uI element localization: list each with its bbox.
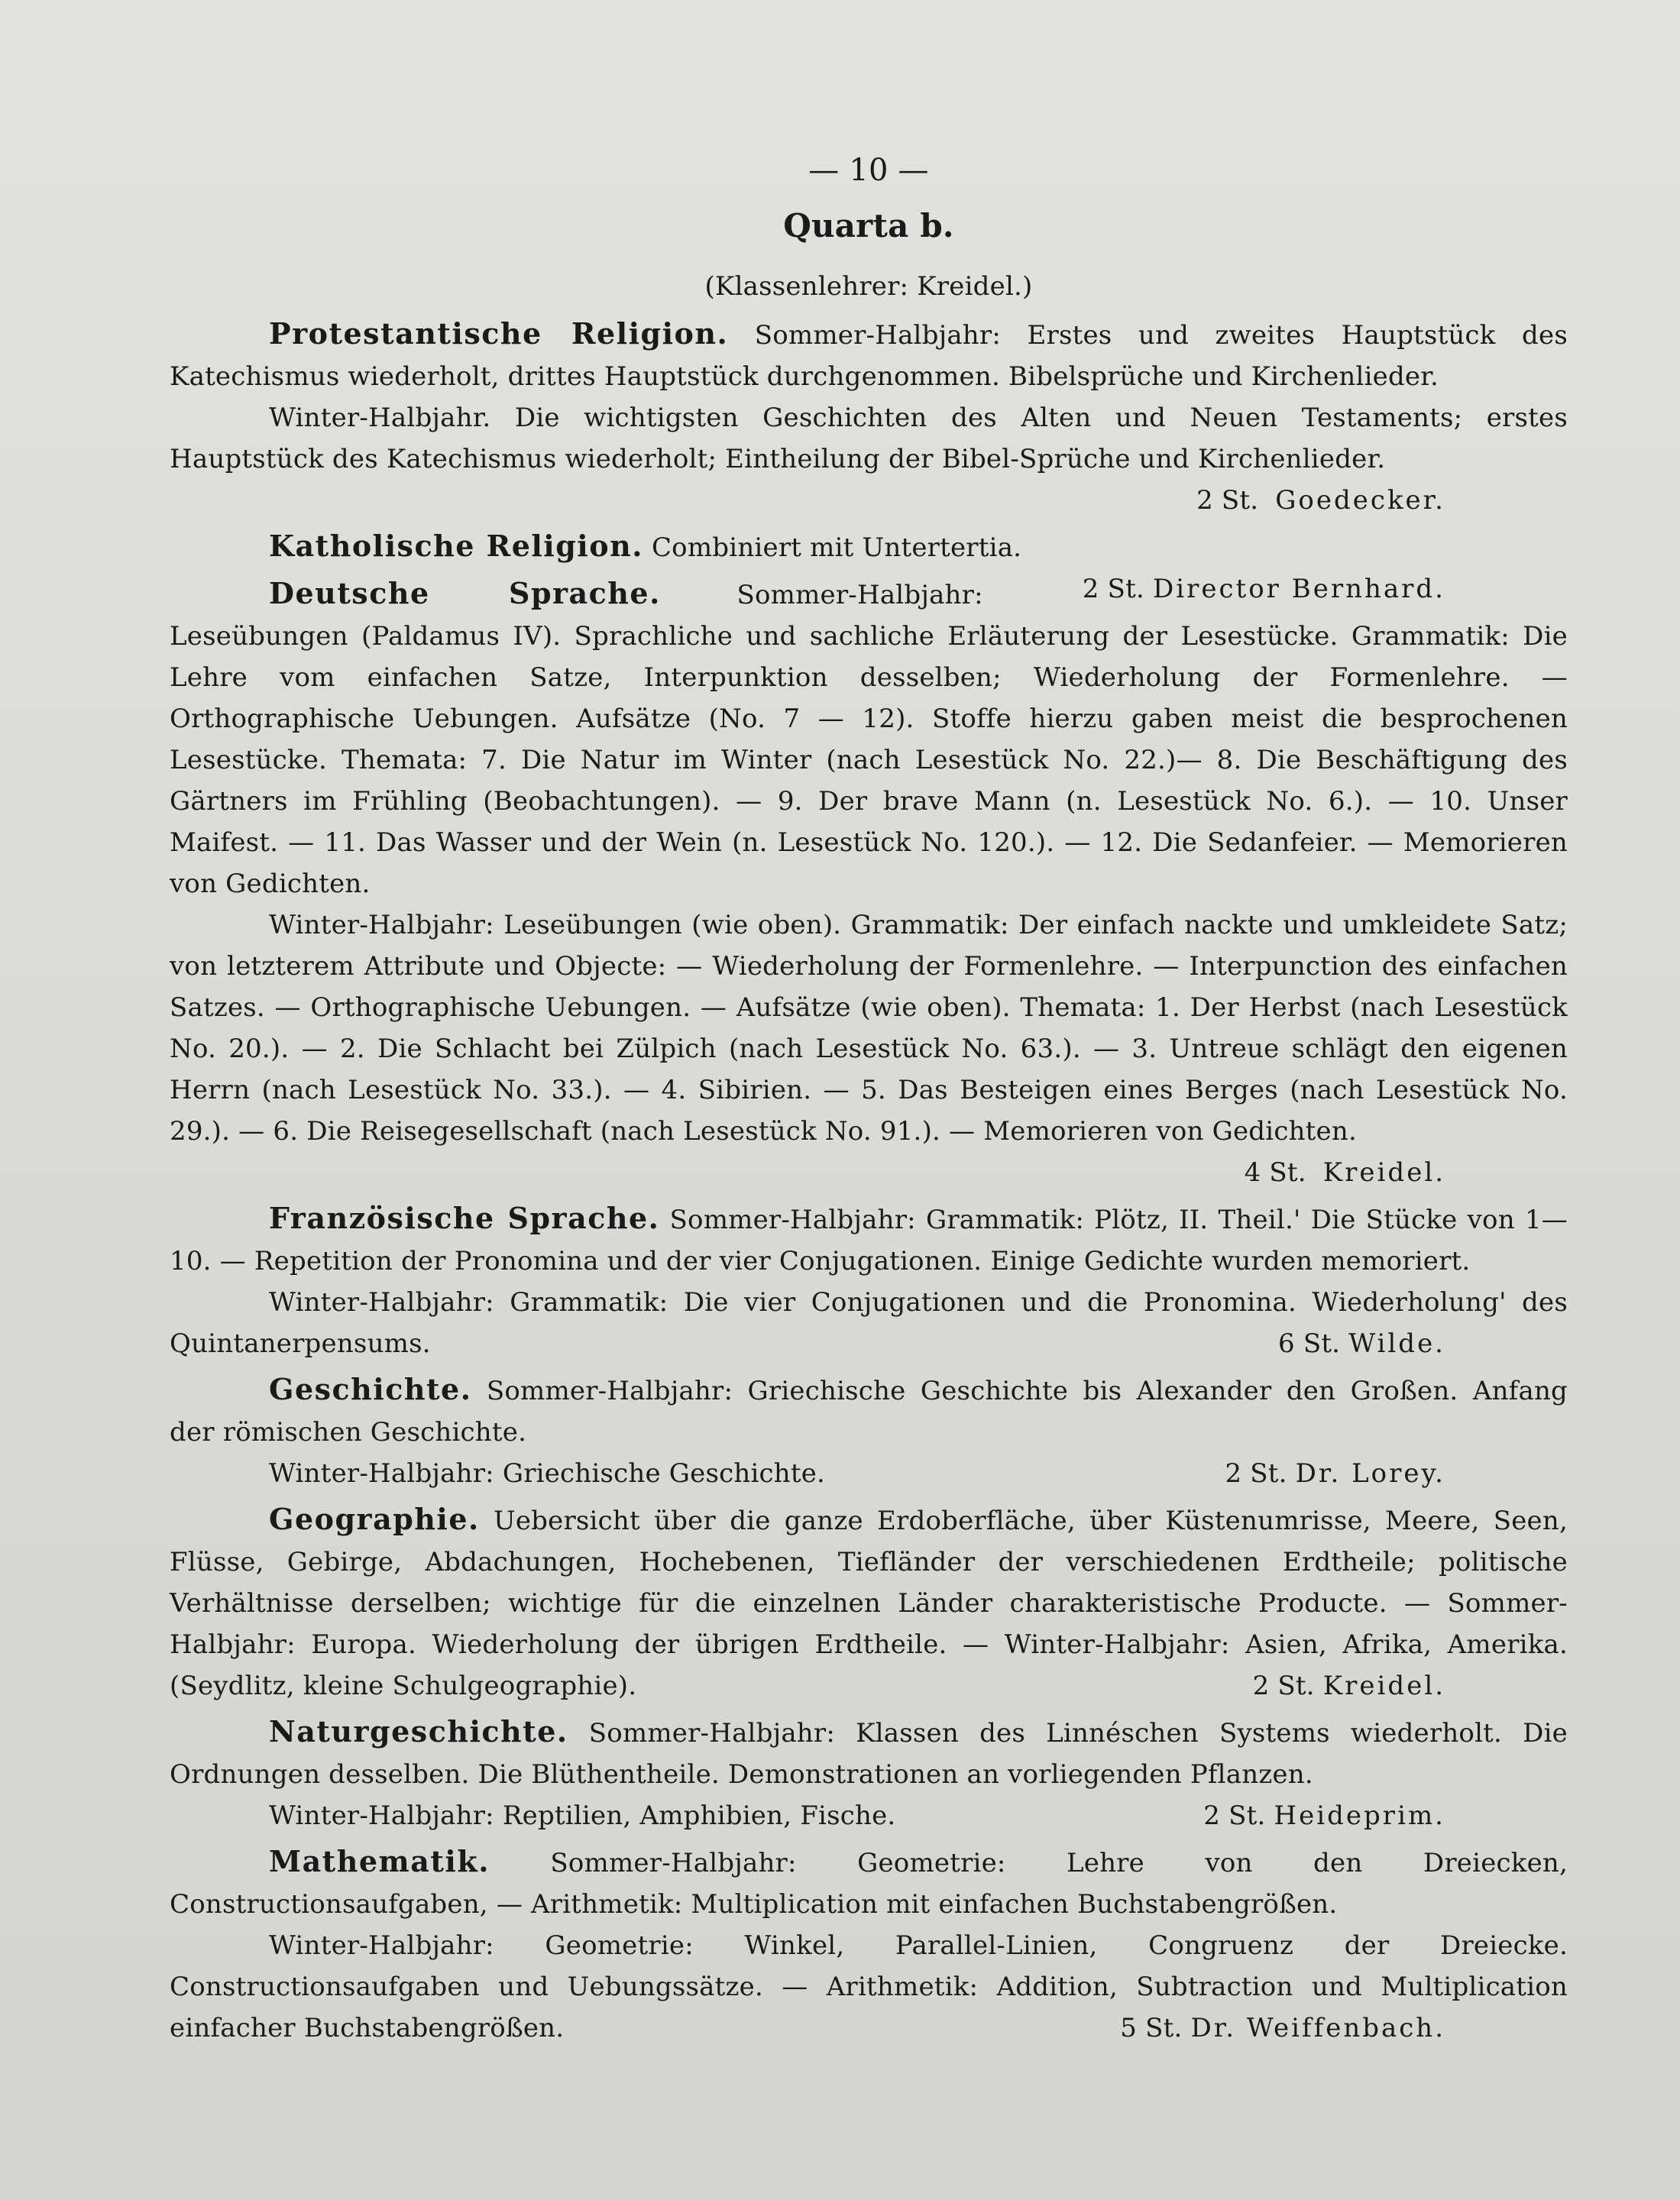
teacher-name: Kreidel.: [1322, 1671, 1445, 1701]
section-text: Winter-Halbjahr: Reptilien, Amphibien, Fische.: [269, 1800, 896, 1831]
teacher-line: [1125, 1453, 1445, 1494]
section-text: Sommer-Halbjahr: Leseübungen (Paldamus IV). Sprachliche und sachliche Erläuterung der Lesestücke. Grammatik: Die Lehre vom einfachen Satze, Interpunktion desselben; Wiederholung der Formenlehre. — Orthographische Uebungen. Aufsätze (No. 7 — 12). Stoffe hierzu gaben meist die besprochenen Lesestücke. Themata: 7. Die Natur im Winter (nach Lesestück No. 22.)— 8. Die Beschäftigung des Gärtners im Frühling (Beobachtungen). — 9. Der brave Mann (n. Lesestück No. 6.). — 10. Unser Maifest. — 11. Das Wasser und der Wein (n. Lesestück No. 120.). — 12. Die Sedanfeier. — Memorieren von Gedichten.: [170, 580, 1568, 899]
section-text: Sommer-Halbjahr: Grammatik: Plötz, II. Theil.' Die Stücke von 1—10. — Repetition der Pronomina und der vier Conjugationen. Einige Gedichte wurden memoriert.: [170, 1205, 1568, 1276]
teacher-line: [983, 568, 1445, 610]
section-natural-history: [170, 1711, 1568, 1836]
teacher-line: [170, 1152, 1568, 1193]
section-paragraph: [170, 1795, 1568, 1836]
teacher-name: Director Bernhard.: [1153, 574, 1445, 604]
section-paragraph: [170, 1453, 1568, 1494]
section-paragraph: Winter-Halbjahr: Leseübungen (wie oben). Grammatik: Der einfach nackte und umkleidete Satz; von letzterem Attribute und Objecte: — Wiederholung der Formenlehre. — Interpunction des einfachen Satzes. — Orthographische Uebungen. — Aufsätze (wie oben). Themata: 1. Der Herbst (nach Lesestück No. 20.). — 2. Die Schlacht bei Zülpich (nach Lesestück No. 63.). — 3. Untreue schlägt den eigenen Herrn (nach Lesestück No. 33.). — 4. Sibirien. — 5. Das Besteigen eines Berges (nach Lesestück No. 29.). — 6. Die Reisegesellschaft (nach Lesestück No. 91.). — Memorieren von Gedichten.: [170, 910, 1568, 1147]
section-paragraph: [170, 1369, 1568, 1453]
teacher-line: [1104, 1795, 1445, 1836]
teacher-name: Dr. Lorey.: [1295, 1458, 1445, 1489]
teacher-line: [1021, 2007, 1445, 2049]
page-number: — 10 —: [808, 153, 929, 188]
section-protestant-religion: [170, 313, 1568, 521]
section-text: Sommer-Halbjahr: Geometrie: Lehre von den Dreiecken, Constructionsaufgaben, — Arithmetik: Multiplication mit einfachen Buchstabengrößen.: [170, 1848, 1568, 1920]
section-heading: Französische Sprache.: [269, 1201, 660, 1235]
section-text: Sommer-Halbjahr: Griechische Geschichte bis Alexander den Großen. Anfang der römischen Geschichte.: [170, 1376, 1568, 1448]
teacher-line: [1154, 1665, 1445, 1707]
section-heading: Katholische Religion.: [269, 529, 643, 563]
hours: 6 St.: [1277, 1328, 1341, 1359]
section-paragraph: [170, 1198, 1568, 1282]
section-paragraph: [170, 1282, 1568, 1364]
section-heading: Deutsche Sprache.: [269, 576, 661, 610]
section-paragraph: [170, 313, 1568, 397]
teacher-line: [1179, 1323, 1445, 1364]
section-french: [170, 1198, 1568, 1364]
teacher-name: Goedecker.: [1275, 485, 1445, 516]
section-paragraph: [170, 1499, 1568, 1707]
teacher-name: Dr. Weiffenbach.: [1190, 2013, 1445, 2043]
section-heading: Naturgeschichte.: [269, 1714, 568, 1749]
section-geography: [170, 1499, 1568, 1707]
teacher-name: Wilde.: [1348, 1328, 1445, 1359]
section-text: Sommer-Halbjahr: Klassen des Linnéschen Systems wiederholt. Die Ordnungen desselben. Die Blüthentheile. Demonstrationen an vorliegenden Pflanzen.: [170, 1718, 1568, 1790]
section-heading: Geschichte.: [269, 1372, 472, 1406]
section-heading: Protestantische Religion.: [269, 316, 729, 351]
section-text: Sommer-Halbjahr: Erstes und zweites Hauptstück des Katechismus wiederholt, drittes Hauptstück durchgenommen. Bibelsprüche und Kirchenlieder.: [170, 320, 1568, 392]
section-mathematics: [170, 1841, 1568, 2049]
section-history: [170, 1369, 1568, 1494]
section-text: Combiniert mit Untertertia.: [651, 532, 1022, 563]
page-content: [170, 150, 1568, 2049]
section-paragraph: [170, 1841, 1568, 1925]
section-paragraph: [170, 573, 1568, 904]
hours: 5 St.: [1120, 2013, 1183, 2043]
hours: 2 St.: [1252, 1671, 1315, 1701]
section-paragraph: [170, 1711, 1568, 1795]
class-teacher-line: (Klassenlehrer: Kreidel.): [704, 271, 1033, 302]
section-text: Winter-Halbjahr: Griechische Geschichte.: [269, 1458, 826, 1489]
page-title: Quarta b.: [783, 207, 954, 244]
teacher-name: Heideprim.: [1274, 1800, 1445, 1831]
hours: 2 St.: [1203, 1800, 1266, 1831]
section-text: Winter-Halbjahr: Geometrie: Winkel, Parallel-Linien, Congruenz der Dreiecke. Constructionsaufgaben und Uebungssätze. — Arithmetik: Addition, Subtraction und Multiplication einfacher Buchstabengrößen.: [170, 1930, 1568, 2043]
teacher-line: [170, 480, 1568, 521]
hours: 4 St.: [1244, 1157, 1306, 1188]
section-heading: Mathematik.: [269, 1844, 490, 1878]
section-paragraph: [170, 1925, 1568, 2049]
hours: 2 St.: [1196, 485, 1259, 516]
section-text: Winter-Halbjahr: Grammatik: Die vier Conjugationen und die Pronomina. Wiederholung' des Quintanerpensums.: [170, 1287, 1568, 1359]
hours: 2 St.: [1225, 1458, 1287, 1489]
teacher-name: Kreidel.: [1322, 1157, 1445, 1188]
hours: 2 St.: [1082, 574, 1144, 604]
section-heading: Geographie.: [269, 1502, 480, 1536]
section-text: Uebersicht über die ganze Erdoberfläche, über Küstenumrisse, Meere, Seen, Flüsse, Gebirge, Abdachungen, Hochebenen, Tiefländer der verschiedenen Erdtheile; politische Verhältnisse derselben; wichtige für die einzelnen Länder charakteristische Producte. — Sommer-Halbjahr: Europa. Wiederholung der übrigen Erdtheile. — Winter-Halbjahr: Asien, Afrika, Amerika. (Seydlitz, kleine Schulgeographie).: [170, 1506, 1568, 1701]
section-paragraph: Winter-Halbjahr. Die wichtigsten Geschichten des Alten und Neuen Testaments; erstes Hauptstück des Katechismus wiederholt; Eintheilung der Bibel-Sprüche und Kirchenlieder.: [170, 403, 1568, 474]
section-german: [170, 573, 1568, 1193]
